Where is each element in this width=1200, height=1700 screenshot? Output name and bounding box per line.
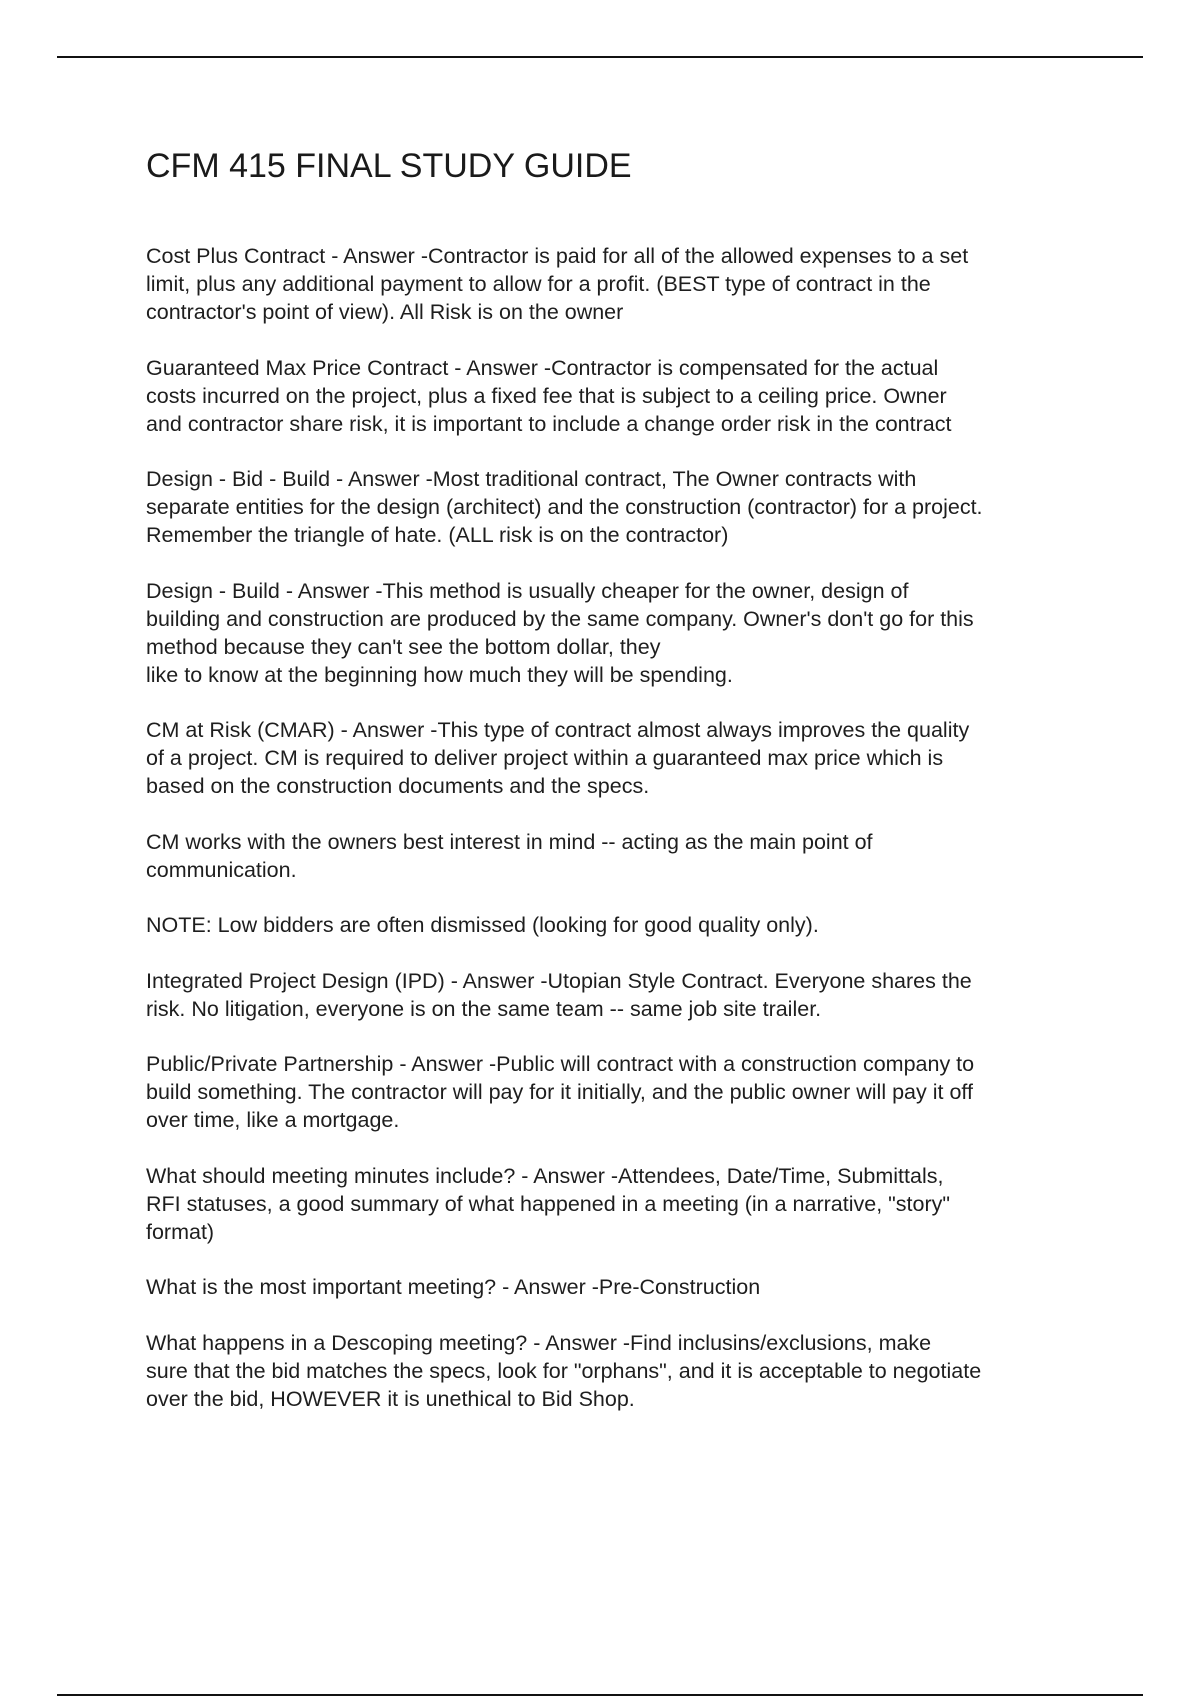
entry-line: and contractor share risk, it is important to include a change order risk in the contract (146, 411, 952, 436)
top-divider (57, 56, 1143, 58)
entry-cost-plus-contract (146, 242, 1096, 326)
entry-line: separate entities for the design (architect) and the construction (contractor) for a project. (146, 495, 983, 519)
entry-descoping-meeting (146, 1329, 1096, 1413)
entry-line: communication. (146, 857, 297, 882)
entry-line: Remember the triangle of hate. (ALL risk is on the contractor) (146, 523, 729, 547)
entry-note-low-bidders (146, 911, 1096, 939)
entry-integrated-project-design (146, 967, 1096, 1023)
entry-line: limit, plus any additional payment to allow for a profit. (BEST type of contract in the (146, 272, 931, 296)
entry-line: What is the most important meeting? - Answer -Pre-Construction (146, 1275, 761, 1299)
entry-design-build (146, 577, 1096, 689)
entry-line: costs incurred on the project, plus a fixed fee that is subject to a ceiling price. Owner (146, 383, 947, 408)
entry-line: Cost Plus Contract - Answer -Contractor is paid for all of the allowed expenses to a set (146, 244, 969, 268)
entry-guaranteed-max-price (146, 354, 1096, 438)
entry-line: building and construction are produced by the same company. Owner's don't go for this (146, 606, 974, 631)
page-title: CFM 415 FINAL STUDY GUIDE (146, 147, 632, 185)
entry-most-important-meeting (146, 1273, 1096, 1301)
entry-line: CM works with the owners best interest in mind -- acting as the main point of (146, 829, 873, 854)
entry-cm-at-risk (146, 716, 1096, 800)
entry-line: NOTE: Low bidders are often dismissed (looking for good quality only). (146, 913, 819, 937)
entry-line: RFI statuses, a good summary of what happened in a meeting (in a narrative, "story" (146, 1191, 950, 1216)
entry-line: over the bid, HOWEVER it is unethical to Bid Shop. (146, 1386, 635, 1411)
entry-line: Integrated Project Design (IPD) - Answer -Utopian Style Contract. Everyone shares the (146, 968, 972, 993)
entry-public-private-partnership (146, 1050, 1096, 1134)
entry-design-bid-build (146, 465, 1096, 549)
study-guide-body (146, 242, 1096, 1440)
entry-cm-owner-interest (146, 828, 1096, 884)
entry-line: based on the construction documents and the specs. (146, 774, 650, 798)
entry-line: format) (146, 1219, 215, 1244)
entry-line: CM at Risk (CMAR) - Answer -This type of contract almost always improves the quality (146, 718, 970, 742)
entry-line: build something. The contractor will pay for it initially, and the public owner will pay it off (146, 1080, 973, 1104)
entry-meeting-minutes (146, 1162, 1096, 1246)
entry-line: Public/Private Partnership - Answer -Public will contract with a construction company to (146, 1052, 975, 1076)
entry-line: Design - Bid - Build - Answer -Most traditional contract, The Owner contracts with (146, 467, 917, 491)
entry-line: risk. No litigation, everyone is on the same team -- same job site trailer. (146, 996, 822, 1021)
entry-line: over time, like a mortgage. (146, 1108, 400, 1132)
entry-line: Guaranteed Max Price Contract - Answer -Contractor is compensated for the actual (146, 355, 939, 380)
entry-line: of a project. CM is required to deliver project within a guaranteed max price which is (146, 746, 944, 770)
entry-line: like to know at the beginning how much they will be spending. (146, 662, 733, 687)
entry-line: Design - Build - Answer -This method is usually cheaper for the owner, design of (146, 578, 909, 603)
entry-line: method because they can't see the bottom dollar, they (146, 634, 661, 659)
entry-line: What happens in a Descoping meeting? - Answer -Find inclusins/exclusions, make (146, 1330, 932, 1355)
bottom-divider (57, 1694, 1143, 1696)
entry-line: What should meeting minutes include? - Answer -Attendees, Date/Time, Submittals, (146, 1163, 944, 1188)
entry-line: sure that the bid matches the specs, look for "orphans", and it is acceptable to negotiate (146, 1358, 982, 1383)
entry-line: contractor's point of view). All Risk is on the owner (146, 300, 624, 324)
